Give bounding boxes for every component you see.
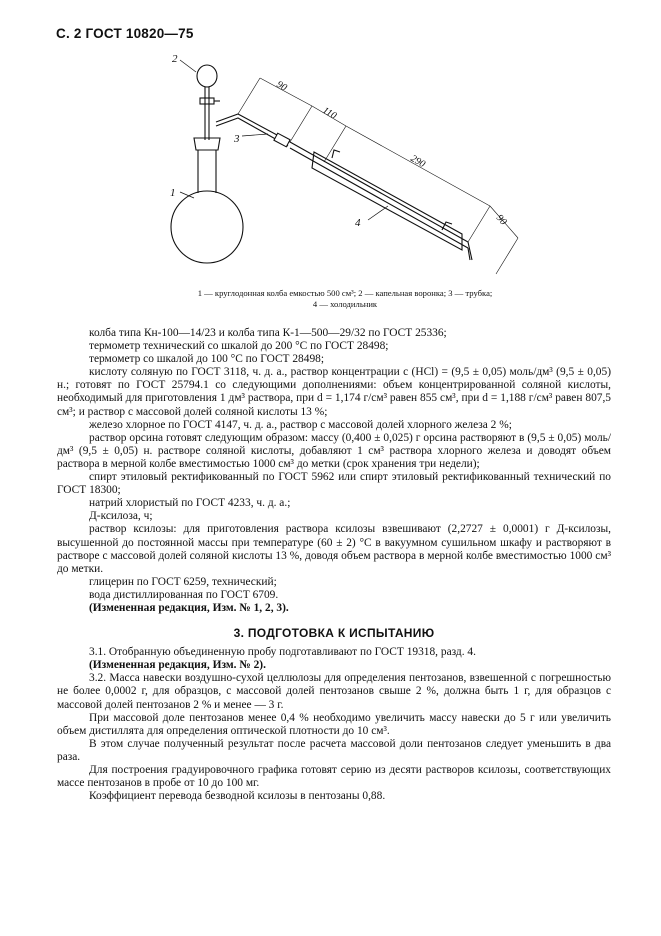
para-thermometer-200: термометр технический со шкалой до 200 °С по ГОСТ 28498; — [89, 340, 389, 353]
para-3-1: 3.1. Отобранную объединенную пробу подготавливают по ГОСТ 19318, разд. 4. — [89, 646, 476, 659]
fig-label-3: 3 — [234, 133, 240, 145]
dim-290: 290 — [408, 153, 427, 171]
fig-label-2: 2 — [172, 53, 178, 65]
para-3-2: 3.2. Масса навески воздушно-сухой целлюлозы для определения пентозанов, взвешенной с погрешностью не более 0,0002 г, для образцов, с массовой долей пентозанов свыше 2 %, должна быть 1 г, для образцов с массовой долей пентозанов 2 % и менее — 3 г. — [57, 672, 611, 711]
section-3-title: 3. ПОДГОТОВКА К ИСПЫТАНИЮ — [233, 626, 435, 641]
para-glycerin: глицерин по ГОСТ 6259, технический; — [89, 575, 277, 588]
funnel-stem — [205, 87, 209, 140]
tube-joint — [274, 133, 290, 147]
para-ethanol: спирт этиловый ректификованный по ГОСТ 5962 или спирт этиловый ректификованный технический по ГОСТ 18300; — [57, 471, 611, 497]
funnel-stopcock — [200, 98, 214, 104]
para-nacl: натрий хлористый по ГОСТ 4233, ч. д. а.; — [89, 497, 291, 510]
apparatus-drawing — [150, 52, 530, 284]
para-flask: колба типа Кн-100—14/23 и колба типа К-1—500—29/32 по ГОСТ 25336; — [89, 327, 447, 339]
amendment-note-1: (Измененная редакция, Изм. № 1, 2, 3). — [89, 601, 289, 614]
para-xylose: Д-ксилоза, ч; — [89, 510, 153, 523]
dropping-funnel — [197, 65, 217, 87]
para-thermometer-100: термометр со шкалой до 100 °С по ГОСТ 28498; — [89, 353, 324, 366]
para-calibration: Для построения градуировочного графика готовят серию из десяти растворов ксилозы, соответствующих массе пентозанов в пробе от 10 до 100 мг. — [57, 764, 611, 790]
para-orcinol: раствор орсина готовят следующим образом: массу (0,400 ± 0,025) г орсина растворяют в (9,5 ± 0,05) моль/дм³ (9,5 ± 0,05) н. растворе соляной кислоты, добавляют 1 см³ раствора хлорного железа и доводят объем раствора в мерной колбе вместимостью 1000 см³ до метки (срок хранения три недели); — [57, 431, 611, 470]
round-flask — [171, 191, 243, 263]
apparatus-figure — [150, 52, 530, 284]
caption-line-2: 4 — холодильник — [312, 298, 378, 309]
fig-label-1: 1 — [170, 187, 176, 199]
para-xylose-solution: раствор ксилозы: для приготовления раствора ксилозы взвешивают (2,2727 ± 0,0001) г Д-ксилозы, высушенной до постоянной массы при температуре (60 ± 2) °С в вакуумном сушильном шкафу и растворяют в растворе с массовой долей соляной кислоты 13 %, доводя объем раствора в мерной колбе вместимостью 1000 см³ до метки. — [57, 523, 611, 575]
figure-caption — [150, 288, 540, 309]
dim-90-a: 90 — [274, 79, 289, 94]
amendment-note-2: (Измененная редакция, Изм. № 2). — [89, 659, 266, 672]
para-result-halving: В этом случае полученный результат после расчета массовой доли пентозанов следует уменьшить в два раза. — [57, 737, 611, 763]
flask-neck — [198, 150, 216, 193]
dim-110: 110 — [320, 105, 339, 122]
dim-90-b: 90 — [493, 212, 509, 228]
page-header: С. 2 ГОСТ 10820—75 — [56, 26, 194, 41]
para-water: вода дистиллированная по ГОСТ 6709. — [89, 588, 279, 601]
para-iron-chloride: железо хлорное по ГОСТ 4147, ч. д. а., раствор с массовой долей хлорного железа 2 %; — [89, 418, 512, 431]
fig-label-4: 4 — [355, 217, 361, 229]
condenser-inner — [290, 142, 468, 248]
caption-line-1: 1 — круглодонная колба емкостью 500 см³; 2 — капельная воронка; 3 — трубка; — [197, 288, 493, 298]
document-body — [57, 327, 611, 803]
para-hcl: кислоту соляную по ГОСТ 3118, ч. д. а., раствор концентрации c (HCl) = (9,5 ± 0,05) моль/дм³ (9,5 ± 0,05) н.; готовят по ГОСТ 25794.1 со следующими дополнениями: объем концентрированной соляной кислоты, необходимый для приготовления 1 дм³ раствора, при d = 1,174 г/см³ равен 855 см³, при d = 1,188 г/см³ равен 807,5 см³; и раствор с массовой долей соляной кислоты 13 %; — [57, 366, 611, 418]
para-coefficient: Коэффициент перевода безводной ксилозы в пентозаны 0,88. — [89, 790, 386, 803]
para-low-pentosan: При массовой доле пентозанов менее 0,4 % необходимо увеличить массу навески до 5 г или увеличить объем дистиллята для определения оптической плотности до 10 см³. — [57, 711, 611, 737]
flask-joint — [194, 138, 220, 150]
